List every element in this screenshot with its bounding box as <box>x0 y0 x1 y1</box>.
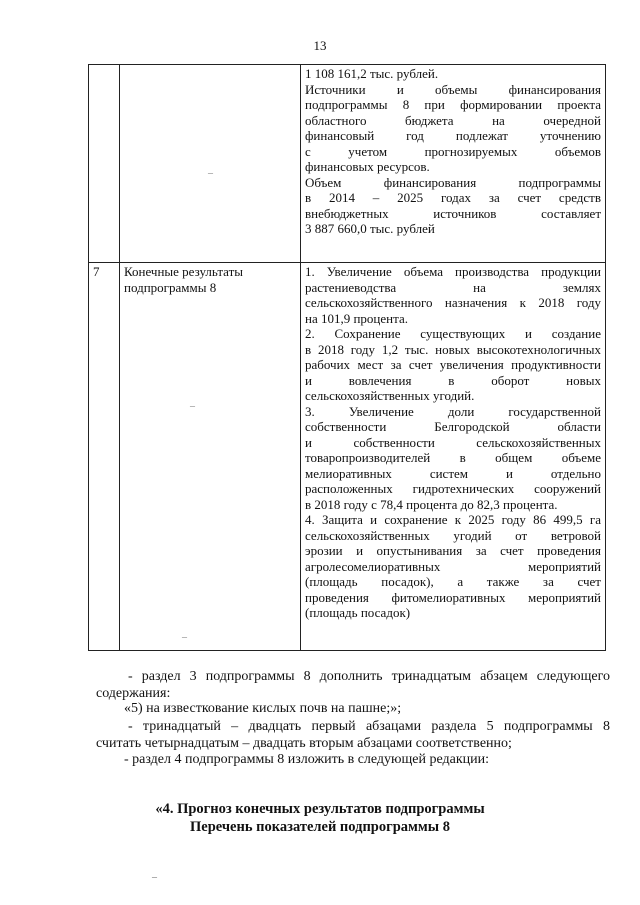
text-line: товаропроизводителей в общем объеме <box>305 450 601 465</box>
paragraph-section-4: - раздел 4 подпрограммы 8 изложить в следующей редакции: <box>124 752 490 767</box>
paragraph-line: считать четырнадцатым – двадцать вторым абзацами соответственно; <box>96 736 512 751</box>
page-number: 13 <box>313 38 327 53</box>
section-subheading: Перечень показателей подпрограммы 8 <box>190 819 450 835</box>
row-number-cell <box>89 65 120 263</box>
text-line: финансовых ресурсов. <box>305 159 430 174</box>
text-line: (площадь посадок), а также за счет <box>305 574 601 589</box>
scan-mark: – <box>190 401 195 412</box>
paragraph-amend-section-3 <box>96 668 610 702</box>
text-line: 4. Защита и сохранение к 2025 году 86 499,5 га <box>305 512 601 527</box>
paragraph-quote: «5) на известкование кислых почв на пашне;»; <box>124 701 402 716</box>
text-line: рабочих мест за счет увеличения продуктивности <box>305 357 601 372</box>
text-line: 2. Сохранение существующих и создание <box>305 326 601 341</box>
text-line: финансовый год подлежат уточнению <box>305 128 601 143</box>
text-line: собственности Белгородской области <box>305 419 601 434</box>
paragraph-line: содержания: <box>96 686 171 701</box>
text-line: 1 108 161,2 тыс. рублей. <box>305 66 439 81</box>
text-line: и собственности сельскохозяйственных <box>305 434 601 450</box>
text-line: расположенных гидротехнических сооружений <box>305 481 601 496</box>
text-line: сельскохозяйственных угодий от ветровой <box>305 527 601 543</box>
text-line: подпрограммы 8 при формировании проекта <box>305 97 601 112</box>
text-line: (площадь посадок) <box>305 605 411 620</box>
row-label-cell <box>120 263 301 651</box>
row-label-cell <box>120 65 301 263</box>
row-content-cell <box>301 65 606 263</box>
text-line: в 2018 году 1,2 тыс. новых высокотехнологичных <box>305 341 601 357</box>
text-line: Источники и объемы финансирования <box>305 81 601 97</box>
text-line: Объем финансирования подпрограммы <box>305 174 601 190</box>
row-label: подпрограммы 8 <box>124 279 217 295</box>
text-line: мелиоративных систем и отдельно <box>305 465 601 481</box>
text-line: 3 887 660,0 тыс. рублей <box>305 221 435 236</box>
text-line: проведения фитомелиоративных мероприятий <box>305 589 601 605</box>
text-line: сельскохозяйственного назначения к 2018 году <box>305 295 601 310</box>
text-line: растениеводства на землях <box>305 279 601 295</box>
row-content-cell <box>301 263 606 651</box>
text-line: в 2018 году с 78,4 процента до 82,3 процента. <box>305 496 558 512</box>
scan-mark: – <box>152 872 157 883</box>
scan-mark: – <box>208 168 213 179</box>
text-line: эрозии и опустынивания за счет проведения <box>305 543 601 558</box>
text-line: сельскохозяйственных угодий. <box>305 388 475 403</box>
table-row <box>89 65 606 263</box>
text-line: агролесомелиоративных мероприятий <box>305 558 601 574</box>
section-heading: «4. Прогноз конечных результатов подпрограммы <box>155 801 485 817</box>
text-line: в 2014 – 2025 годах за счет средств <box>305 190 601 205</box>
text-line: 3. Увеличение доли государственной <box>305 403 601 419</box>
paragraph-line: - раздел 3 подпрограммы 8 дополнить тринадцатым абзацем следующего <box>128 669 610 684</box>
table-row <box>89 263 606 651</box>
row-label: Конечные результаты <box>124 264 244 279</box>
text-line: внебюджетных источников составляет <box>305 205 601 221</box>
text-line: с учетом прогнозируемых объемов <box>305 143 601 159</box>
text-line: и вовлечения в оборот новых <box>305 372 601 388</box>
text-line: 1. Увеличение объема производства продукции <box>305 264 601 279</box>
text-line: областного бюджета на очередной <box>305 112 601 128</box>
scan-mark: – <box>182 632 187 643</box>
row-number-cell: 7 <box>89 263 120 651</box>
paragraph-renumber <box>96 718 610 752</box>
text-line: на 101,9 процента. <box>305 310 408 326</box>
program-table <box>88 64 606 651</box>
paragraph-line: - тринадцатый – двадцать первый абзацами раздела 5 подпрограммы 8 <box>128 719 610 734</box>
